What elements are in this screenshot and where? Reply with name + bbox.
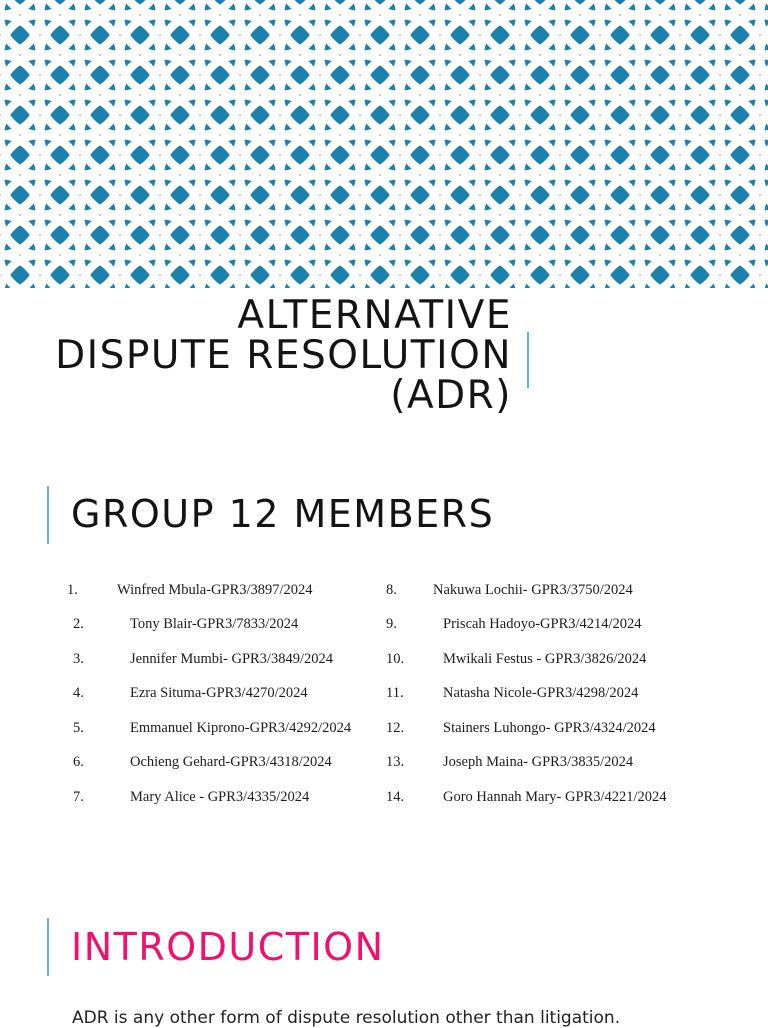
list-item-number: 3. bbox=[73, 651, 84, 667]
list-item-number: 9. bbox=[386, 616, 397, 632]
list-item-number: 1. bbox=[67, 582, 78, 598]
title-line-3: (ADR) bbox=[390, 373, 512, 418]
title-accent-rule bbox=[527, 332, 529, 388]
list-item-number: 4. bbox=[73, 685, 84, 701]
list-item-name: Stainers Luhongo- GPR3/4324/2024 bbox=[443, 720, 656, 736]
title-line-2: DISPUTE RESOLUTION bbox=[55, 333, 512, 378]
intro-heading: INTRODUCTION bbox=[71, 925, 385, 969]
list-item-number: 14. bbox=[386, 789, 405, 805]
list-item-number: 13. bbox=[386, 754, 405, 770]
list-item-name: Nakuwa Lochii- GPR3/3750/2024 bbox=[433, 582, 633, 598]
list-item-number: 10. bbox=[386, 651, 405, 667]
list-item-name: Mwikali Festus - GPR3/3826/2024 bbox=[443, 651, 647, 667]
title-line-1: ALTERNATIVE bbox=[237, 293, 512, 338]
list-item-name: Mary Alice - GPR3/4335/2024 bbox=[130, 789, 310, 805]
list-item-number: 6. bbox=[73, 754, 84, 770]
members-heading: GROUP 12 MEMBERS bbox=[71, 492, 495, 536]
list-item-name: Goro Hannah Mary- GPR3/4221/2024 bbox=[443, 789, 667, 805]
decorative-banner bbox=[0, 0, 768, 288]
list-item-name: Joseph Maina- GPR3/3835/2024 bbox=[443, 754, 634, 770]
list-item-name: Tony Blair-GPR3/7833/2024 bbox=[130, 616, 299, 632]
list-item-number: 8. bbox=[386, 582, 397, 598]
list-item-name: Natasha Nicole-GPR3/4298/2024 bbox=[443, 685, 639, 701]
list-item-number: 7. bbox=[73, 789, 84, 805]
list-item-name: Ochieng Gehard-GPR3/4318/2024 bbox=[130, 754, 332, 770]
intro-accent-rule bbox=[47, 918, 49, 976]
list-item-number: 5. bbox=[73, 720, 84, 736]
members-accent-rule bbox=[47, 486, 49, 544]
list-item-number: 11. bbox=[386, 685, 404, 701]
list-item-name: Priscah Hadoyo-GPR3/4214/2024 bbox=[443, 616, 642, 632]
list-item-number: 2. bbox=[73, 616, 84, 632]
list-item-name: Jennifer Mumbi- GPR3/3849/2024 bbox=[130, 651, 333, 667]
circle-pattern-icon bbox=[0, 0, 768, 288]
list-item-name: Emmanuel Kiprono-GPR3/4292/2024 bbox=[130, 720, 352, 736]
list-item-name: Winfred Mbula-GPR3/3897/2024 bbox=[117, 582, 313, 598]
list-item-name: Ezra Situma-GPR3/4270/2024 bbox=[130, 685, 308, 701]
page-title bbox=[0, 293, 512, 418]
list-item-number: 12. bbox=[386, 720, 405, 736]
intro-body-text: ADR is any other form of dispute resolution other than litigation. bbox=[72, 1008, 621, 1028]
